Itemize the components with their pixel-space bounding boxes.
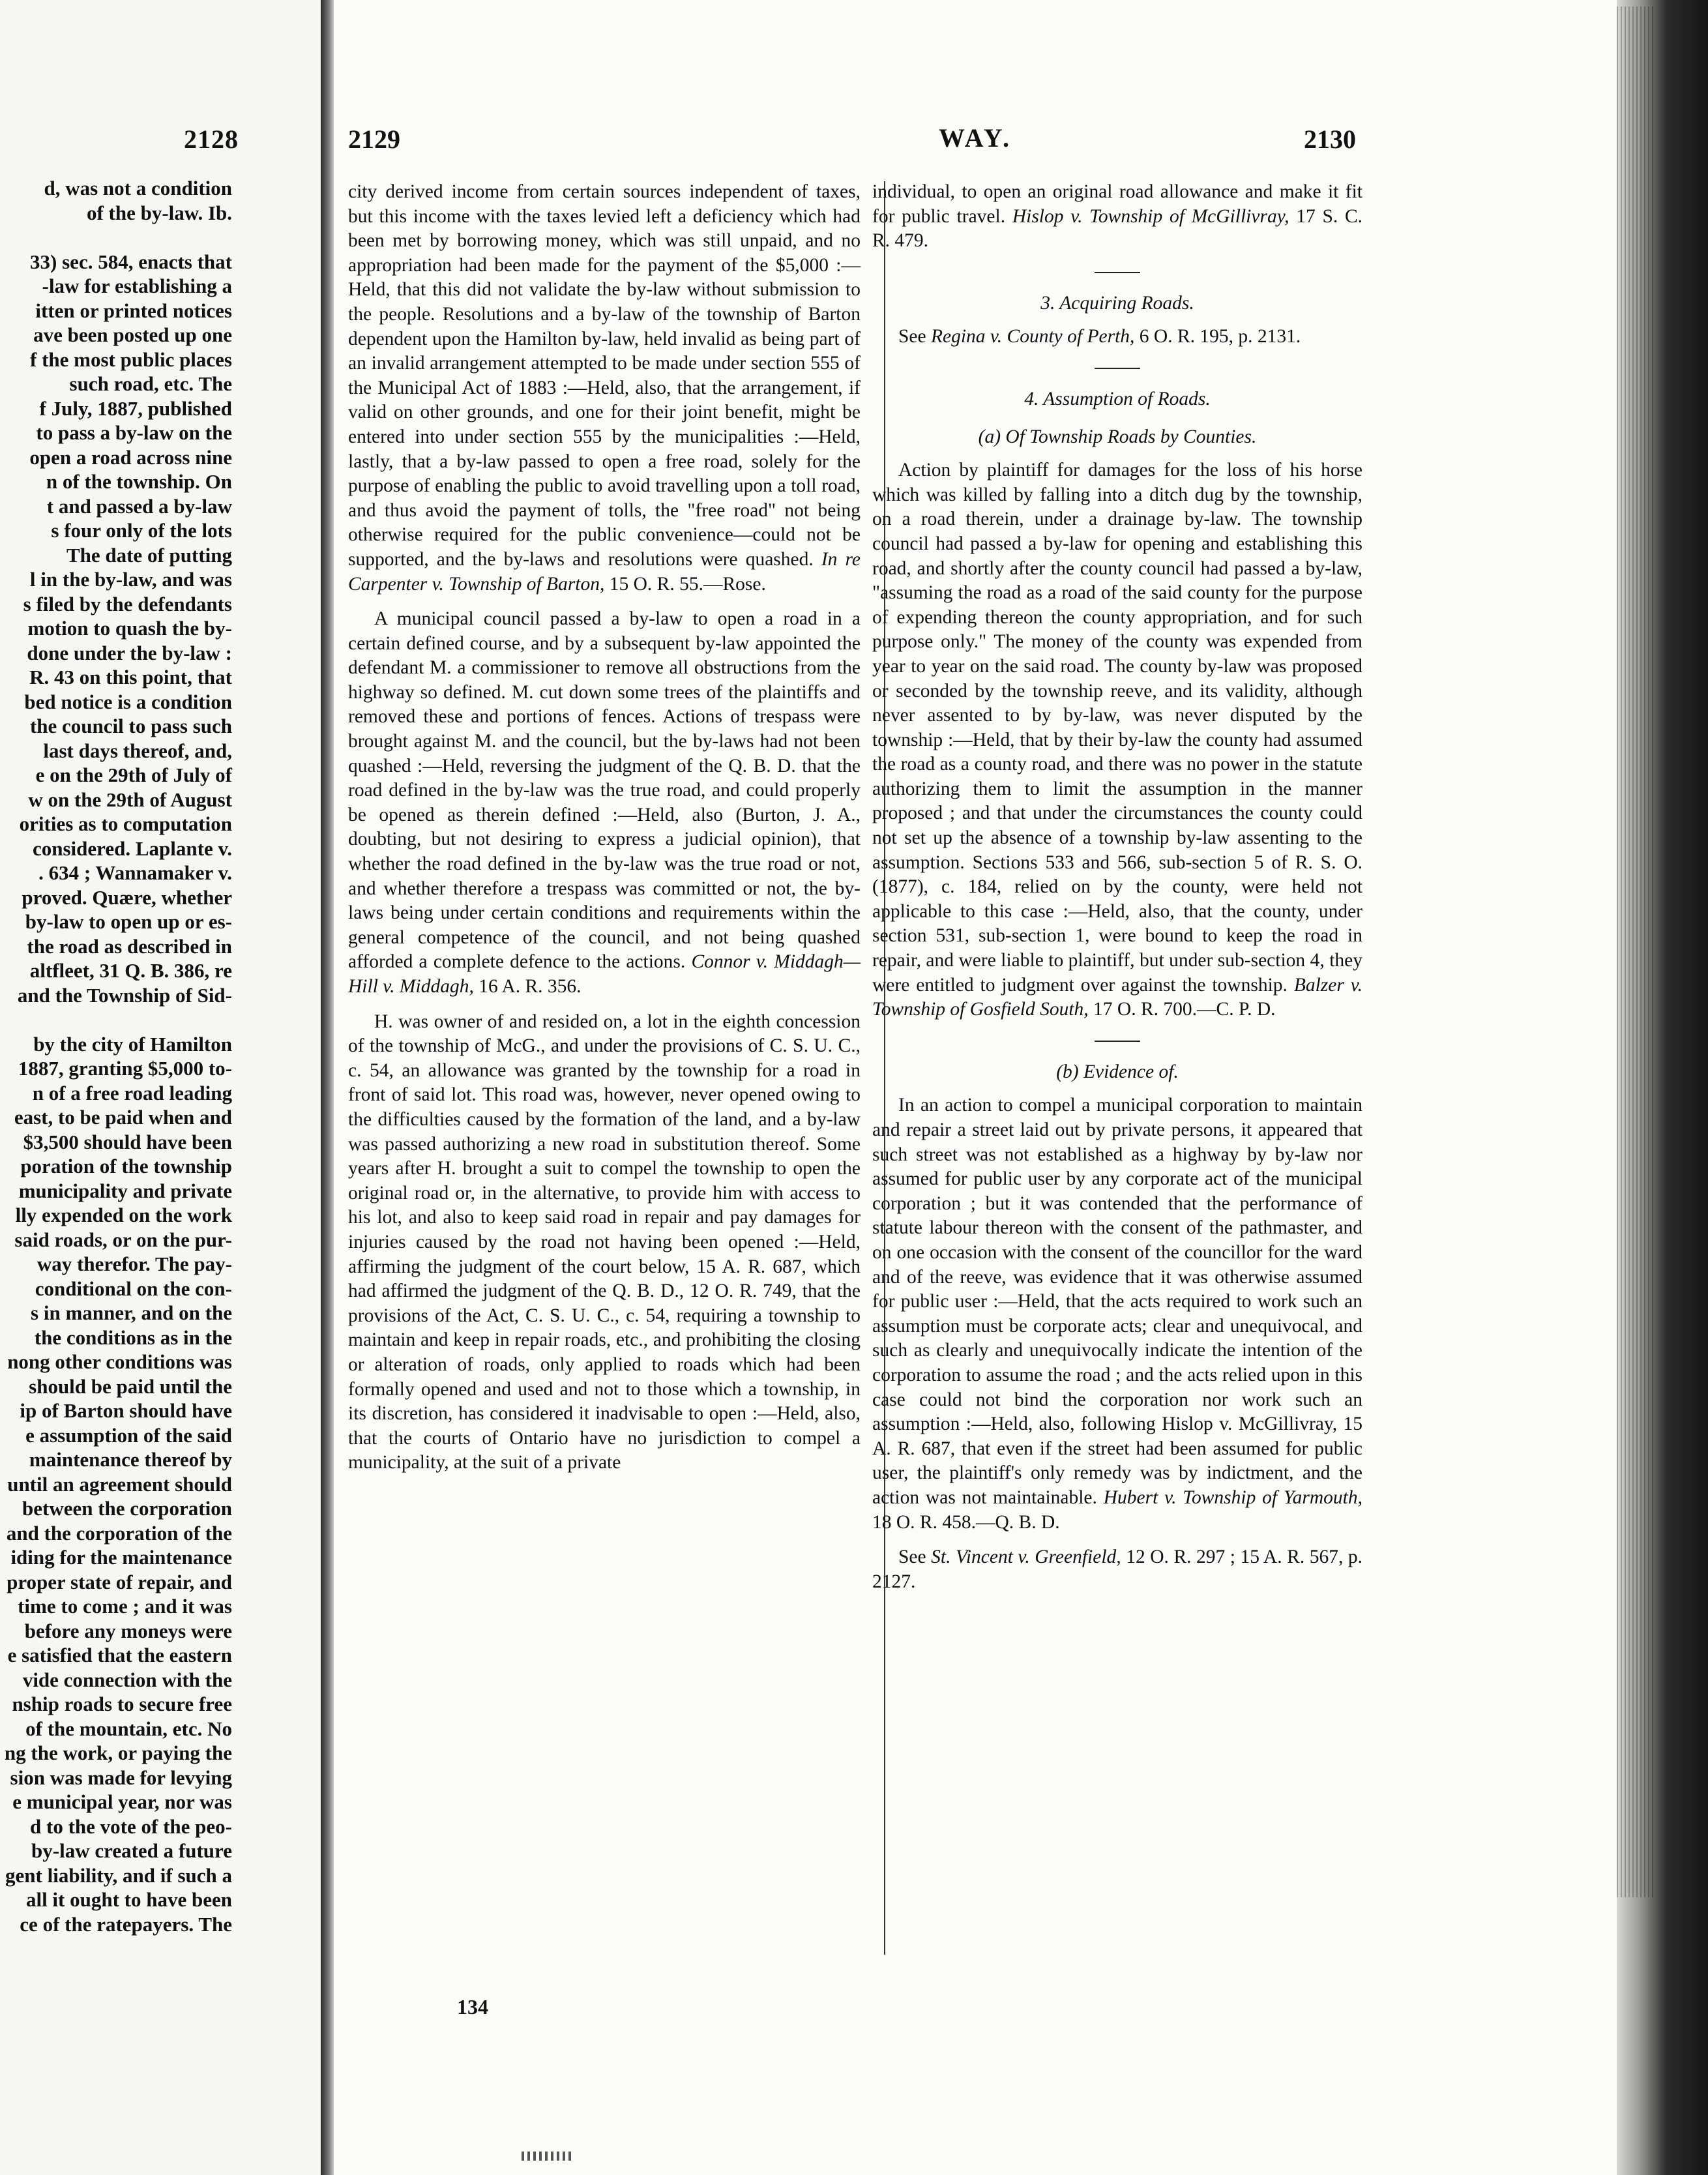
- left-page-line: lly expended on the work: [15, 1204, 232, 1226]
- left-page-line: f July, 1887, published: [39, 396, 232, 420]
- left-page-line: all it ought to have been: [25, 1888, 232, 1911]
- left-page: [0, 0, 321, 2175]
- left-page-line: east, to be paid when and: [14, 1106, 232, 1129]
- left-page-line: poration of the township: [20, 1155, 232, 1177]
- page-number: 134: [457, 1995, 488, 2019]
- section-rule: [1095, 368, 1140, 369]
- paragraph-middagh-case: A municipal council passed a by-law to open a road in a certain defined course, and by a subsequent by-law appointed the defendant M. a commissioner to remove all obstructions from the highway so defined. M. cut down some trees of the plaintiffs and removed these and portions of fences. Actions of trespass were brought against M. and the council, but the by-laws had not been quashed :—Held, reversing the judgment of the Q. B. D. that the road defined in the by-law was the true road, and could properly be opened as therein defined :—Held, also (Burton, J. A., doubting, but not desiring to express a judicial opinion), that whether the road defined in the by-law was the true road or not, and whether therefore a trespass was committed or not, the by-laws being under certain conditions and requirements within the general competence of the council, and not being quashed afforded a complete defence to the actions. Connor v. Middagh—Hill v. Middagh, 16 A. R. 356.: [348, 608, 861, 997]
- left-page-line: sion was made for levying: [10, 1766, 232, 1789]
- left-page-line: should be paid until the: [29, 1374, 232, 1398]
- left-page-line: e assumption of the said: [25, 1423, 232, 1447]
- left-page-line: t and passed a by-law: [46, 494, 232, 518]
- page-edges: [1617, 7, 1656, 1897]
- left-page-line: $3,500 should have been: [23, 1130, 232, 1153]
- left-page-line: of the mountain, etc. No: [25, 1717, 232, 1740]
- left-page-line: bed notice is a condition: [24, 690, 232, 713]
- left-page-line: e satisfied that the eastern: [7, 1644, 232, 1666]
- left-page-line: s in manner, and on the: [31, 1301, 232, 1324]
- section-heading-assumption-of-roads: 4. Assumption of Roads.: [1024, 388, 1211, 409]
- left-page-line: by the city of Hamilton: [33, 1032, 232, 1056]
- section-rule: [1095, 272, 1140, 273]
- left-page-line: way therefor. The pay-: [37, 1252, 232, 1275]
- left-page-line: until an agreement should: [7, 1472, 232, 1496]
- paragraph-see-regina: See Regina v. County of Perth, 6 O. R. 195, p. 2131.: [898, 326, 1301, 348]
- left-page-line: w on the 29th of August: [28, 788, 232, 811]
- left-page-line: nong other conditions was: [7, 1350, 232, 1373]
- paragraph-barton-case: city derived income from certain sources independent of taxes, but this income with the taxes levied left a deficiency which had been met by borrowing money, which was still unpaid, and no appropriation had been made for the payment of the $5,000 :—Held, that this did not validate the by-law without submission to the people. Resolutions and a by-law of the township of Barton dependent upon the Hamilton by-law, held invalid as being part of an invalid arrangement attempted to be made under section 555 of the Municipal Act of 1883 :—Held, also, that the arrangement, if valid on other grounds, and one for their joint benefit, might be entered into under section 555 by the municipalities :—Held, lastly, that a by-law passed to open a free road, solely for the purpose of enabling the public to avoid travelling upon a toll road, and thus avoid the payment of tolls, the "free road" not being otherwise required for the public convenience—could not be supported, and the by-laws and resolutions were quashed. In re Carpenter v. Township of Barton, 15 O. R. 55.—Rose.: [348, 181, 861, 595]
- left-page-line: d, was not a condition: [44, 177, 232, 200]
- left-page-line: proper state of repair, and: [7, 1570, 232, 1593]
- paragraph-hislop-case: H. was owner of and resided on, a lot in the eighth concession of the township of McG., and under the provisions of C. S. U. C., c. 54, an allowance was granted by the township for a road in front of said lot. This road was, however, never opened owing to the difficulties caused by the formation of the land, and a by-law was passed authorizing a new road in substitution thereof. Some years after H. brought a suit to compel the township to open the original road or, in the alternative, to provide him with access to his lot, and also to keep said road in repair and pay damages for injuries caused by the road not having been opened :—Held, affirming the judgment of the court below, 15 A. R. 687, which had affirmed the judgment of the Q. B. D., 12 O. R. 749, that the provisions of the Act, C. S. U. C., c. 54, requiring a township to maintain and keep in repair roads, etc., and prohibiting the closing or alteration of roads, only applied to roads which had been formally opened and used and not to those which a township, in its discretion, has considered it inadvisable to open :—Held, also, that the courts of Ontario have no jurisdiction to compel a municipality, at the suit of a private: [348, 1011, 861, 1473]
- left-page-line: n of the township. On: [46, 470, 232, 493]
- left-page-line: 33) sec. 584, enacts that: [30, 250, 232, 273]
- left-page-line: l in the by-law, and was: [29, 568, 232, 591]
- subsection-heading-township-roads: (a) Of Township Roads by Counties.: [978, 426, 1257, 447]
- left-page-line: and the corporation of the: [6, 1521, 232, 1545]
- column-left: [348, 180, 861, 1486]
- left-page-line: R. 43 on this point, that: [29, 666, 232, 688]
- left-page-line: proved. Quære, whether: [22, 885, 232, 909]
- left-page-line: vide connection with the: [22, 1668, 232, 1691]
- left-page-line: ave been posted up one: [33, 323, 232, 346]
- paragraph-see-st-vincent: See St. Vincent v. Greenfield, 12 O. R. 297 ; 15 A. R. 567, p. 2127.: [872, 1546, 1363, 1592]
- left-page-line: to pass a by-law on the: [36, 421, 232, 444]
- running-head-title: WAY.: [939, 123, 1012, 153]
- left-page-text-column: [0, 176, 232, 1936]
- left-page-line: . 634 ; Wannamaker v.: [38, 861, 232, 884]
- left-page-line: 1887, granting $5,000 to-: [18, 1057, 232, 1080]
- left-page-line: itten or printed notices: [35, 299, 232, 322]
- left-page-line: altfleet, 31 Q. B. 386, re: [29, 959, 232, 982]
- left-page-line: considered. Laplante v.: [32, 836, 232, 860]
- book-gutter: [321, 0, 334, 2175]
- left-page-line: the council to pass such: [29, 715, 232, 737]
- paragraph-balzer-case: Action by plaintiff for damages for the loss of his horse which was killed by falling into a ditch dug by the township, on a road therein, under a drainage by-law. The township council had passed a by-law for opening and establishing this road, and shortly after the county council had passed a by-law, "assuming the road as a road of the said county for the purpose of expending thereon the county appropriation, and for such purpose only." The money of the county was expended from year to year on the said road. The county by-law was proposed or seconded by the township reeve, and its validity, although never assented to by by-law, was never disputed by the township :—Held, that by their by-law the county had assumed the road as a county road, and there was no power in the statute authorizing them to limit the assumption in the manner proposed ; and that under the circumstances the county could not set up the absence of a township by-law assenting to the assumption. Sections 533 and 566, sub-section 5 of R. S. O. (1877), c. 184, relied on by the county, were held not applicable to this case :—Held, also, that the county, under section 531, sub-section 1, were bound to keep the road in repair, and were liable to plaintiff, but under sub-section 4, they were entitled to judgment over against the township. Balzer v. Township of Gosfield South, 17 O. R. 700.—C. P. D.: [872, 460, 1362, 1020]
- left-page-line: ip of Barton should have: [20, 1399, 232, 1422]
- left-page-line: motion to quash the by-: [27, 617, 232, 640]
- left-page-line: and the Township of Sid-: [17, 983, 232, 1007]
- left-page-line: ce of the ratepayers. The: [20, 1912, 232, 1936]
- paragraph-hislop-continued: individual, to open an original road allowance and make it fit for public travel. Hislop v. Township of McGillivray, 17 S. C. R. 479.: [872, 181, 1363, 252]
- left-page-line: [0, 225, 232, 250]
- subsection-heading-evidence: (b) Evidence of.: [1056, 1061, 1179, 1082]
- left-page-line: by-law to open up or es-: [25, 910, 232, 933]
- left-page-line: gent liability, and if such a: [5, 1863, 232, 1887]
- left-page-line: open a road across nine: [29, 445, 232, 469]
- printer-mark: [522, 2152, 574, 2161]
- left-page-line: d to the vote of the peo-: [30, 1814, 232, 1838]
- left-page-line: orities as to computation: [19, 812, 232, 835]
- left-page-line: conditional on the con-: [35, 1277, 232, 1300]
- left-page-line: e municipal year, nor was: [12, 1790, 232, 1813]
- left-page-line: -law for establishing a: [42, 274, 232, 297]
- left-page-folio: 2128: [184, 125, 239, 154]
- left-page-line: between the corporation: [22, 1497, 232, 1520]
- section-heading-acquiring-roads: 3. Acquiring Roads.: [1040, 292, 1194, 314]
- left-page-line: such road, etc. The: [69, 372, 232, 395]
- left-page-line: The date of putting: [66, 543, 232, 567]
- left-page-line: by-law created a future: [31, 1839, 232, 1862]
- left-page-line: maintenance thereof by: [29, 1448, 232, 1471]
- paragraph-hubert-case: In an action to compel a municipal corporation to maintain and repair a street laid out by private persons, it appeared that such street was not established as a highway by by-law nor assumed for public user by any corporate act of the municipal corporation ; but it was contended that the performance of statute labour thereon with the consent of the pathmaster, and on one occasion with the consent of the councillor for the ward and of the reeve, was evidence that it was otherwise assumed for public user :—Held, that the acts required to work such an assumption must be corporate acts; clear and unequivocal, and such as clearly and unequivocally indicate the intention of the corporation to assume the road ; and the acts relied upon in this case could not bind the corporation nor work such an assumption :—Held, also, following Hislop v. McGillivray, 15 A. R. 687, that even if the street had been assumed for public user, the plaintiff's only remedy was by indictment, and the action was not maintainable. Hubert v. Township of Yarmouth, 18 O. R. 458.—Q. B. D.: [872, 1095, 1363, 1533]
- left-page-line: iding for the maintenance: [10, 1546, 232, 1569]
- left-page-line: the conditions as in the: [34, 1325, 232, 1349]
- left-page-line: e on the 29th of July of: [35, 763, 232, 786]
- left-page-line: s four only of the lots: [51, 519, 232, 542]
- folio-left: 2129: [348, 125, 400, 154]
- left-page-line: of the by-law. Ib.: [86, 201, 232, 224]
- left-page-line: time to come ; and it was: [18, 1595, 232, 1618]
- left-page-line: n of a free road leading: [32, 1081, 232, 1104]
- left-page-line: before any moneys were: [24, 1619, 232, 1642]
- left-page-line: s filed by the defendants: [23, 592, 232, 615]
- left-page-line: [0, 1007, 232, 1032]
- column-right: [872, 180, 1362, 1605]
- section-rule: [1095, 1041, 1140, 1042]
- left-page-line: nship roads to secure free: [12, 1693, 232, 1715]
- left-page-line: f the most public places: [30, 348, 232, 371]
- left-page-line: municipality and private: [18, 1179, 232, 1202]
- left-page-line: last days thereof, and,: [43, 739, 232, 762]
- left-page-line: ng the work, or paying the: [4, 1741, 232, 1764]
- folio-right: 2130: [1304, 125, 1356, 154]
- left-page-line: said roads, or on the pur-: [14, 1228, 232, 1251]
- left-page-line: the road as described in: [27, 934, 232, 958]
- left-page-line: done under the by-law :: [27, 641, 232, 664]
